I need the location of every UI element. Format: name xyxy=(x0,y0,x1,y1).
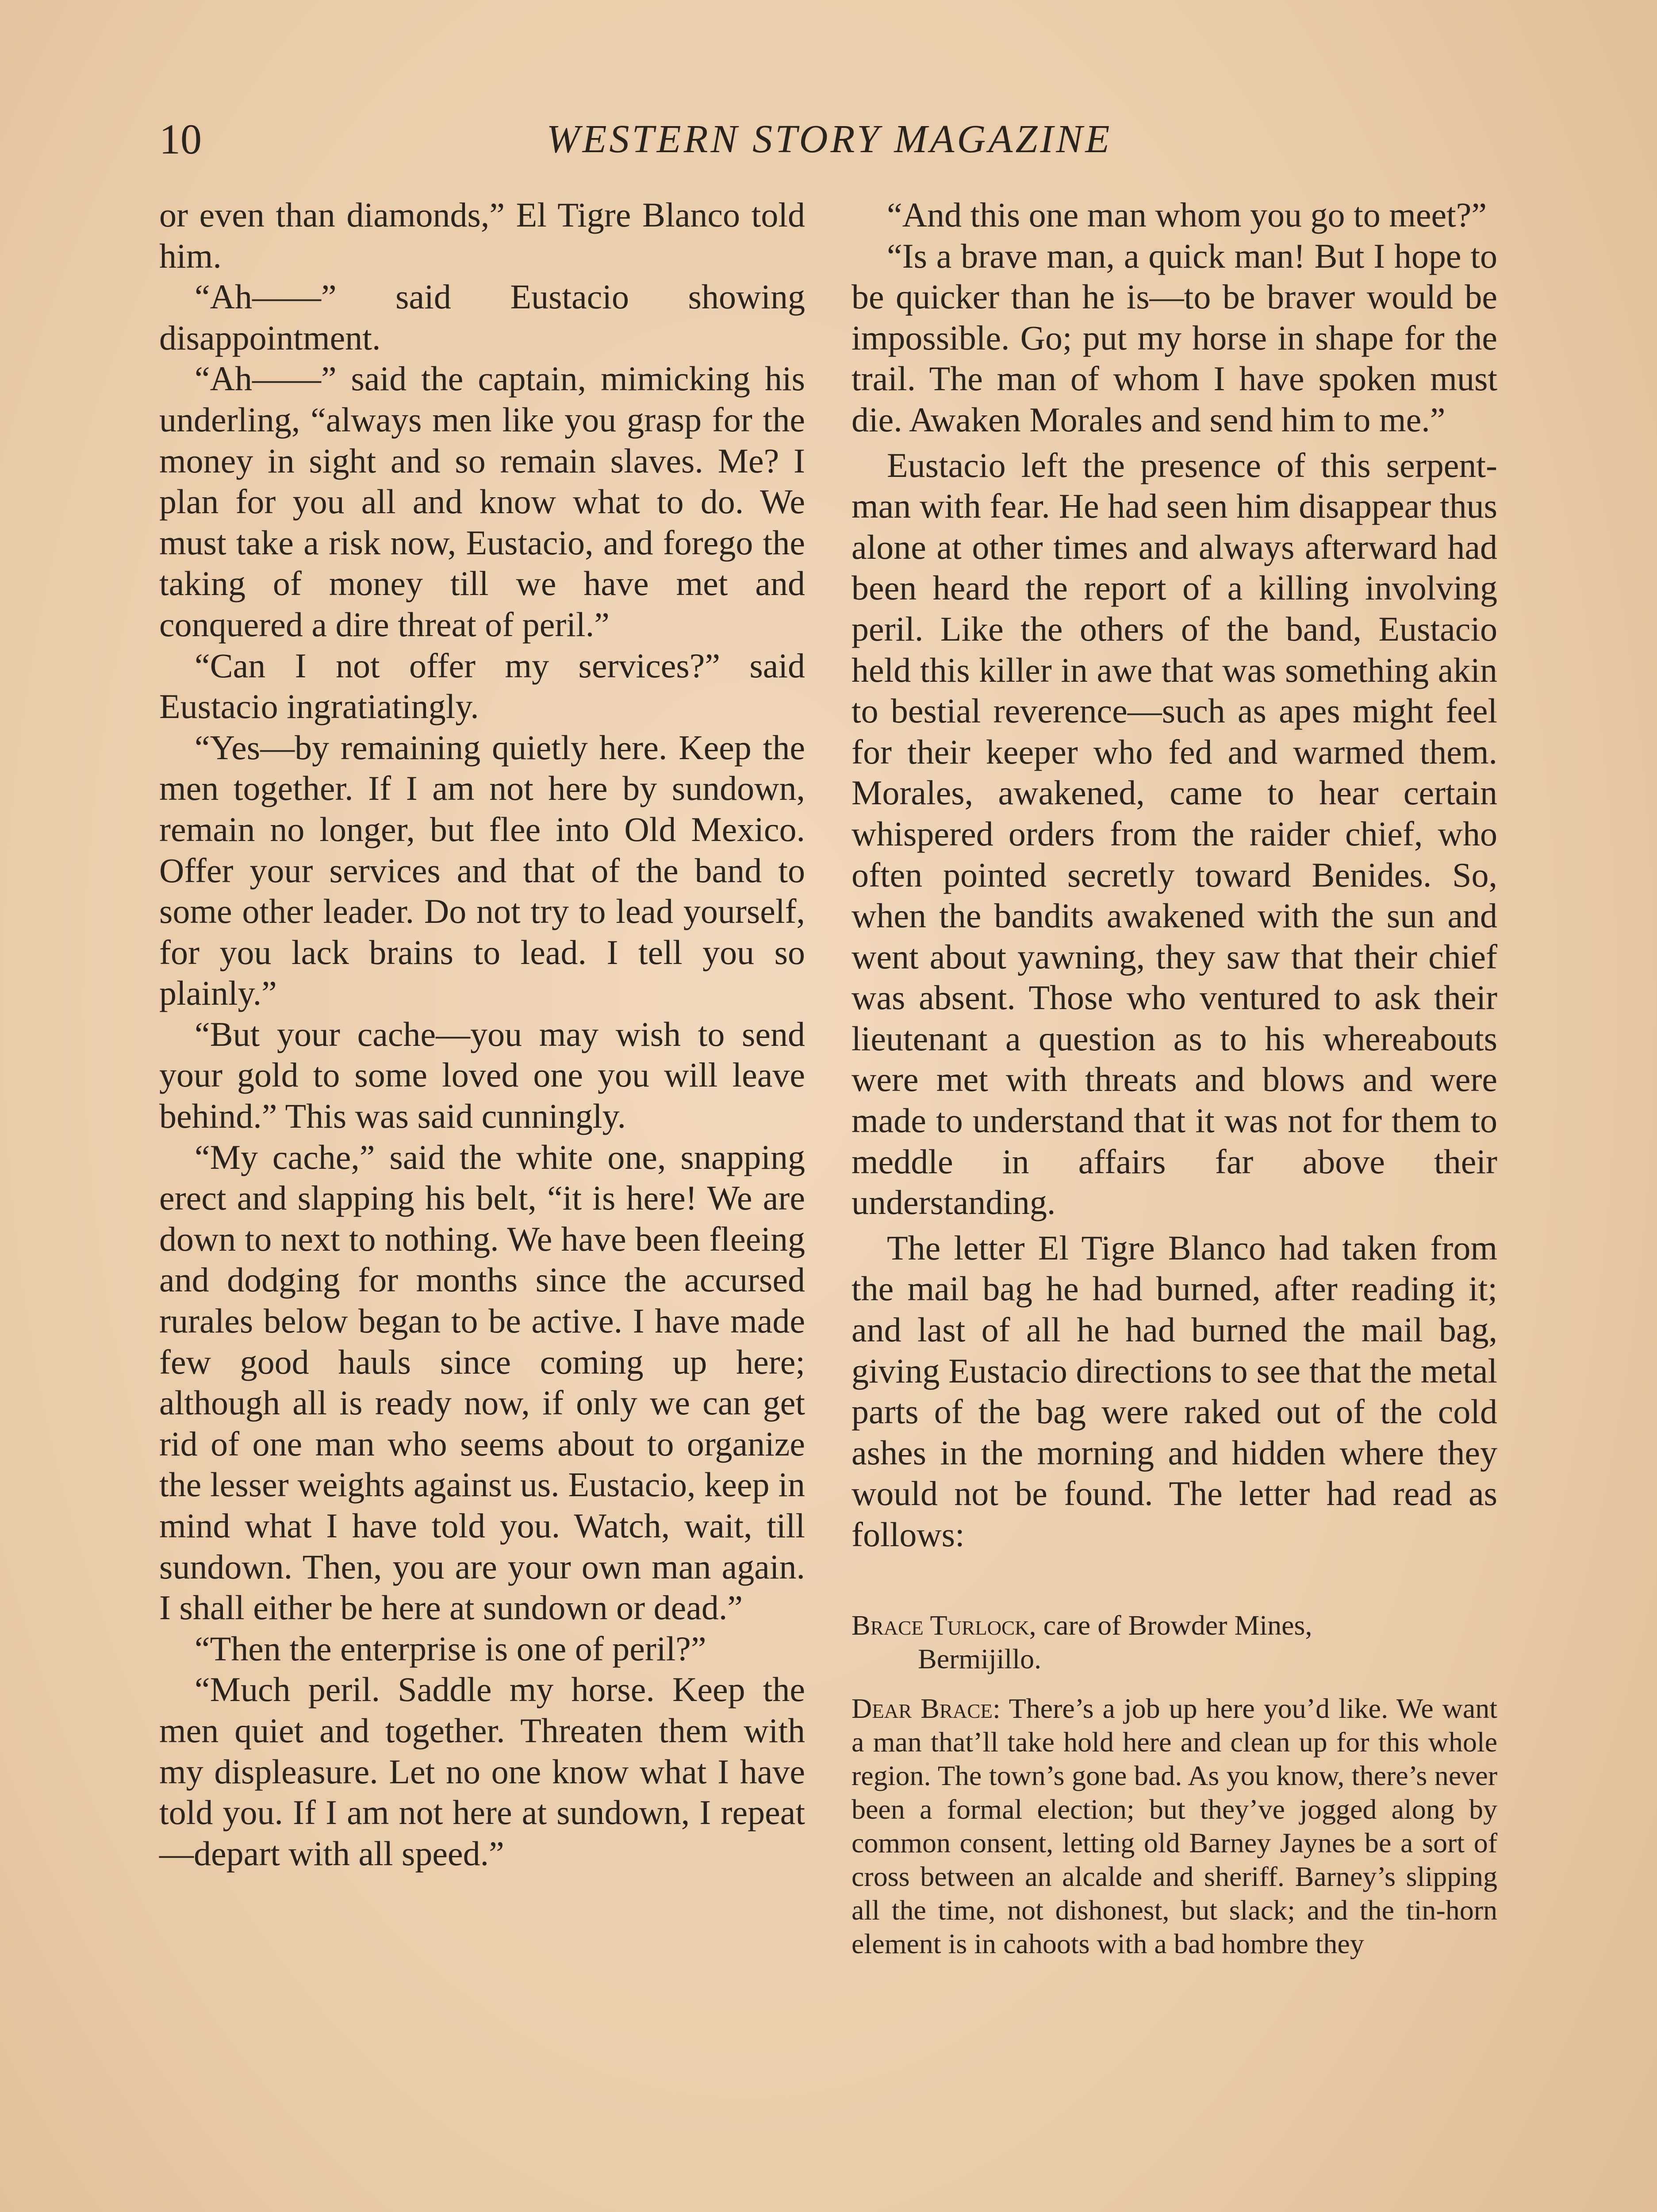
paragraph: “My cache,” said the white one, snapping erect and slapping his belt, “it is here! We are down to next to nothing. We have been fleeing and dodging for months since the accursed rurales below began to be active. I have made few good hauls since coming up here; although all is ready now, if only we can get rid of one man who seems about to organize the lesser weights against us. Eustacio, keep in mind what I have told you. Watch, wait, till sundown. Then, you are your own man again. I shall either be here at sundown or dead.” xyxy=(159,1137,805,1627)
paragraph: “Can I not offer my services?” said Eustacio ingratiatingly. xyxy=(159,646,805,726)
paragraph: “But your cache—you may wish to send your gold to some loved one you will leave behind.” This was said cunningly. xyxy=(159,1014,805,1136)
letter-salutation: Dear Brace xyxy=(852,1692,993,1724)
paragraph: The letter El Tigre Blanco had taken from the mail bag he had burned, after reading it; and last of all he had burned the mail bag, giving Eustacio directions to see that the metal parts of the bag were raked out of the cold ashes in the morning and hidden where they would not be found. The letter had read as follows: xyxy=(852,1228,1497,1554)
embedded-letter xyxy=(852,1609,1497,1961)
paragraph: “Much peril. Saddle my horse. Keep the men quiet and together. Threaten them with my displeasure. Let no one know what I have told you. If I am not here at sundown, I repeat—depart with all speed.” xyxy=(159,1670,805,1873)
paragraph: “And this one man whom you go to meet?” xyxy=(887,196,1487,234)
paragraph: “Ah——” said Eustacio showing disappointment. xyxy=(159,277,805,357)
paragraph: Eustacio left the presence of this serpent-man with fear. He had seen him disappear thus alone at other times and always afterward had been heard the report of a killing involving peril. Like the others of the band, Eustacio held this killer in awe that was something akin to bestial reverence—such as apes might feel for their keeper who fed and warmed them. Morales, awakened, came to hear certain whispered orders from the raider chief, who often pointed secretly toward Benides. So, when the bandits awakened with the sun and went about yawning, they saw that their chief was absent. Those who ventured to ask their lieutenant a question as to his whereabouts were met with threats and blows and were made to understand that it was not for them to meddle in affairs far above their understanding. xyxy=(852,445,1497,1222)
paragraph: “Is a brave man, a quick man! But I hope to be quicker than he is—to be braver would be impossible. Go; put my horse in shape for the trail. The man of whom I have spoken must die. Awaken Morales and send him to me.” xyxy=(852,236,1497,439)
left-column xyxy=(159,195,805,1874)
letter-body-text: : There’s a job up here you’d like. We want a man that’ll take hold here and clean up for this whole region. The town’s gone bad. As you know, there’s never been a formal election; but they’ve jogged along by common consent, letting old Barney Jaynes be a sort of cross between an alcalde and sheriff. Barney’s slipping all the time, not dishonest, but slack; and the tin-horn element is in cahoots with a bad hombre they xyxy=(852,1692,1498,1959)
letter-recipient: Brace Turlock xyxy=(852,1609,1029,1641)
running-title: WESTERN STORY MAGAZINE xyxy=(546,117,1112,161)
letter-body xyxy=(852,1692,1497,1961)
letter-address xyxy=(852,1609,1497,1642)
paragraph: “Yes—by remaining quietly here. Keep the men together. If I am not here by sundown, remain no longer, but flee into Old Mexico. Offer your services and that of the band to some other leader. Do not try to lead yourself, for you lack brains to lead. I tell you so plainly.” xyxy=(159,728,805,1013)
paragraph: “Ah——” said the captain, mimicking his underling, “always men like you grasp for the money in sight and so remain slaves. Me? I plan for you all and know what to do. We must take a risk now, Eustacio, and forego the taking of money till we have met and conquered a dire threat of peril.” xyxy=(159,359,805,644)
right-column xyxy=(852,195,1497,1961)
paragraph: or even than diamonds,” El Tigre Blanco told him. xyxy=(159,196,805,275)
page-number: 10 xyxy=(159,115,202,163)
paragraph: “Then the enterprise is one of peril?” xyxy=(195,1629,706,1668)
letter-address-city: Bermijillo. xyxy=(918,1643,1042,1674)
page-header xyxy=(159,113,1500,166)
letter-address-line: , care of Browder Mines, xyxy=(1029,1609,1312,1641)
